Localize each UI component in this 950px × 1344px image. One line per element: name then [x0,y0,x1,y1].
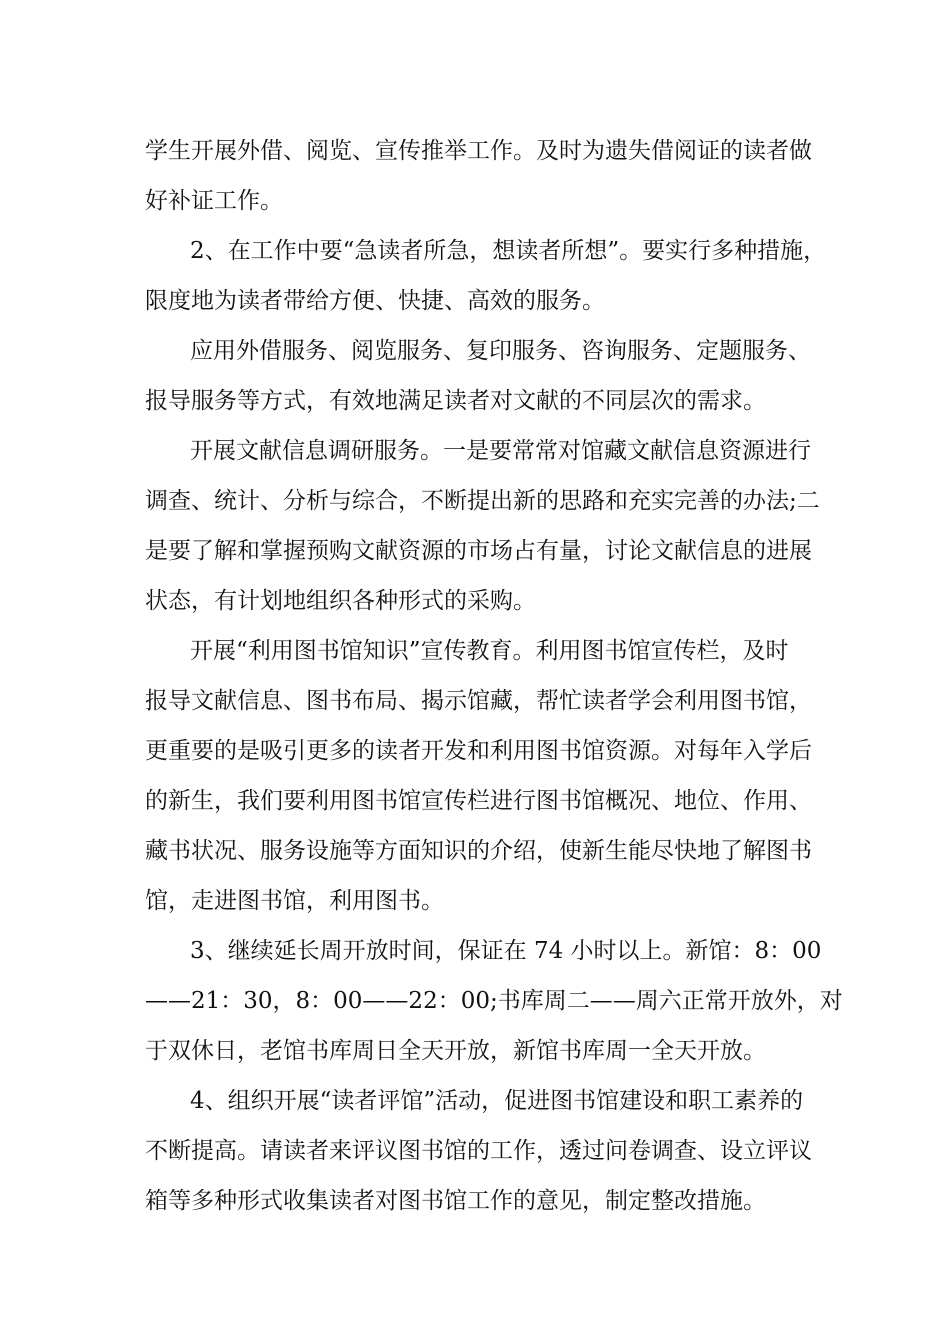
text-line: 于双休日，老馆书库周日全天开放，新馆书库周一全天开放。 [145,1038,766,1064]
text-line: 箱等多种形式收集读者对图书馆工作的意见，制定整改措施。 [145,1188,766,1214]
text-line: 报导文献信息、图书布局、揭示馆藏，帮忙读者学会利用图书馆， [145,688,812,714]
text-line: 学生开展外借、阅览、宣传推举工作。及时为遗失借阅证的读者做 [145,138,812,164]
text-line: 的新生，我们要利用图书馆宣传栏进行图书馆概况、地位、作用、 [145,788,812,814]
text-line: 限度地为读者带给方便、快捷、高效的服务。 [145,288,605,314]
text-line: 报导服务等方式，有效地满足读者对文献的不同层次的需求。 [145,388,766,414]
text-line: 藏书状况、服务设施等方面知识的介绍，使新生能尽快地了解图书 [145,838,812,864]
text-line: 状态，有计划地组织各种形式的采购。 [145,588,536,614]
text-line: 是要了解和掌握预购文献资源的市场占有量，讨论文献信息的进展 [145,538,812,564]
text-line: ——21：30，8：00——22：00;书库周二——周六正常开放外，对 [145,988,843,1014]
paragraph-first-line: 4、组织开展“读者评馆”活动，促进图书馆建设和职工素养的 [190,1088,804,1114]
paragraph-first-line: 开展“利用图书馆知识”宣传教育。利用图书馆宣传栏，及时 [190,638,789,664]
paragraph-first-line: 应用外借服务、阅览服务、复印服务、咨询服务、定题服务、 [190,338,811,364]
text-line: 调查、统计、分析与综合，不断提出新的思路和充实完善的办法;二 [145,488,820,514]
paragraph-first-line: 开展文献信息调研服务。一是要常常对馆藏文献信息资源进行 [190,438,811,464]
text-line: 好补证工作。 [145,188,283,214]
text-line: 馆，走进图书馆，利用图书。 [145,888,444,914]
paragraph-first-line: 2、在工作中要“急读者所急，想读者所想”。要实行多种措施， [190,238,827,264]
paragraph-first-line: 3、继续延长周开放时间，保证在 74 小时以上。新馆：8：00 [190,938,822,964]
text-line: 不断提高。请读者来评议图书馆的工作，透过问卷调查、设立评议 [145,1138,812,1164]
text-line: 更重要的是吸引更多的读者开发和利用图书馆资源。对每年入学后 [145,738,812,764]
